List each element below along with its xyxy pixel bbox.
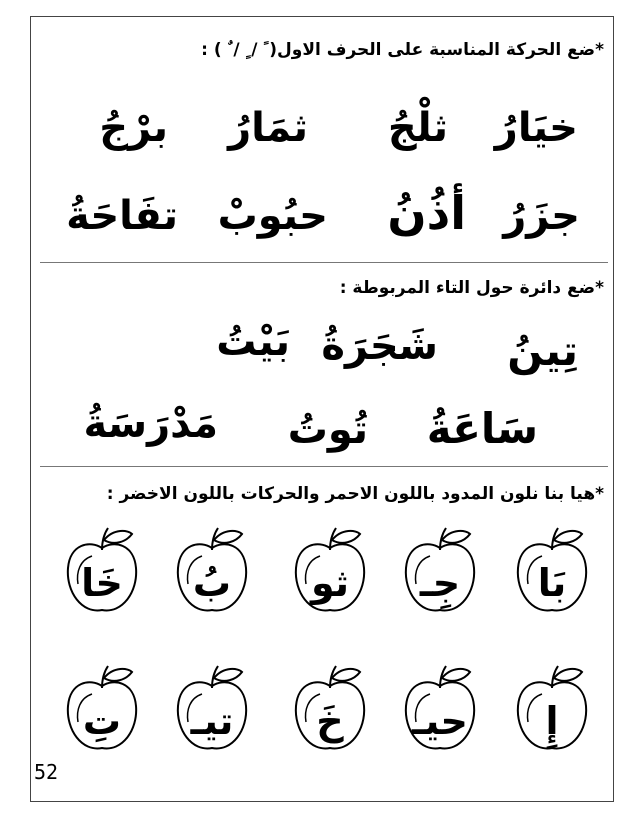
apple-letter: إِ	[545, 699, 559, 743]
apple-letter: حيـ	[412, 699, 468, 743]
word: خيَارُ	[494, 105, 578, 151]
apple	[400, 664, 480, 756]
apple	[172, 526, 252, 618]
apple	[290, 664, 370, 756]
apple-letter: خَا	[81, 561, 123, 605]
instruction-1: *ضع الحركة المناسبة على الحرف الاول( ً / ٍ / ٌ ) :	[201, 40, 604, 60]
instruction-2: *ضع دائرة حول التاء المربوطة :	[339, 278, 604, 298]
word: تفَاحَةُ	[66, 193, 178, 239]
divider	[40, 262, 608, 263]
word: بَيْتُ	[216, 319, 290, 365]
apple-letter: تِ	[82, 699, 122, 743]
page-number: 52	[34, 760, 59, 784]
apple	[512, 664, 592, 756]
word: جزَرُ	[503, 193, 580, 239]
word: تُوتُ	[287, 407, 368, 453]
apple	[290, 526, 370, 618]
word: ثلْجُ	[387, 105, 448, 151]
apple	[62, 526, 142, 618]
apple	[512, 526, 592, 618]
apple	[62, 664, 142, 756]
apple-letter: خَ	[316, 699, 344, 743]
apple-letter: ثو	[310, 561, 350, 605]
word: شَجَرَةُ	[321, 323, 438, 369]
apple-letter: تيـ	[190, 699, 234, 743]
apple	[400, 526, 480, 618]
apple-letter: بُ	[192, 561, 232, 605]
word: مَدْرَسَةُ	[83, 401, 218, 447]
word: ثمَارُ	[228, 105, 308, 151]
word: برْجُ	[99, 105, 168, 151]
apple	[172, 664, 252, 756]
apple-letter: بَا	[537, 561, 567, 605]
word: تِينُ	[507, 326, 578, 375]
apple-letter: جِـ	[419, 561, 461, 605]
divider	[40, 466, 608, 467]
instruction-3: *هيا بنا نلون المدود باللون الاحمر والحركات باللون الاخضر :	[106, 484, 604, 504]
word: سَاعَةُ	[426, 404, 538, 453]
word: حبُوبْ	[217, 193, 328, 239]
word: أذُنُ	[387, 186, 466, 240]
